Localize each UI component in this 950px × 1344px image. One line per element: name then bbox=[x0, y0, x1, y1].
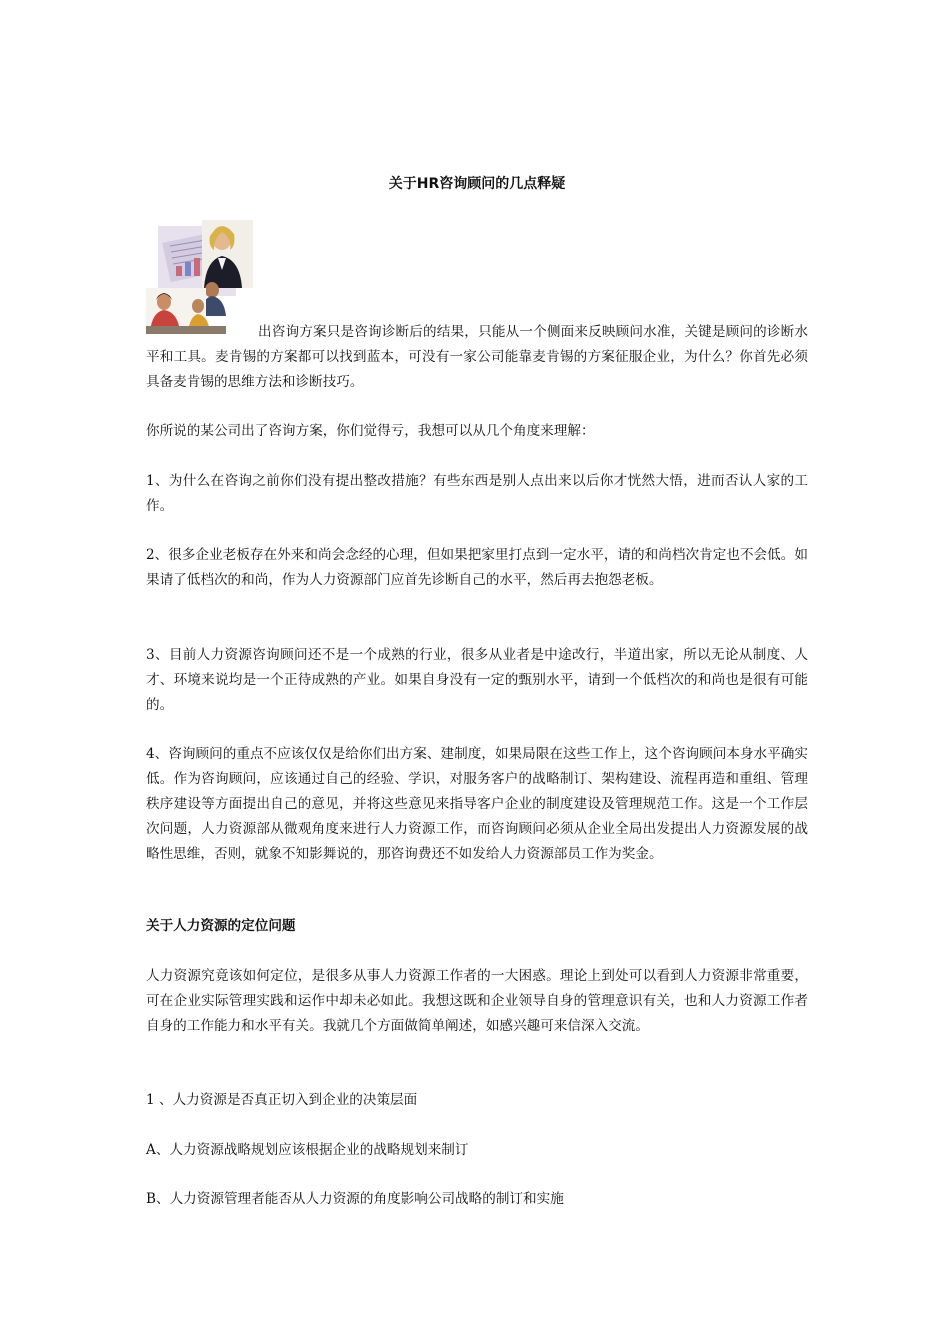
business-meeting-photo bbox=[146, 220, 253, 334]
section-intro-paragraph: 人力资源究竟该如何定位，是很多从事人力资源工作者的一大困惑。理论上到处可以看到人力资源非常重要，可在企业实际管理实践和运作中却未必如此。我想这既和企业领导自身的管理意识有关，也和人力资源工作者自身的工作能力和水平有关。我就几个方面做简单阐述，如感兴趣可来信深入交流。 bbox=[146, 968, 808, 1034]
document-title: 关于HR咨询顾问的几点释疑 bbox=[388, 176, 566, 192]
section-heading: 关于人力资源的定位问题 bbox=[146, 918, 296, 934]
item-1-paragraph: 1 、人力资源是否真正切入到企业的决策层面 bbox=[146, 1092, 418, 1108]
item-b-paragraph: B、人力资源管理者能否从人力资源的角度影响公司战略的制订和实施 bbox=[146, 1191, 564, 1207]
intro-paragraph: 出咨询方案只是咨询诊断后的结果，只能从一个侧面来反映顾问水准，关键是顾问的诊断水平和工具。麦肯锡的方案都可以找到蓝本，可没有一家公司能靠麦肯锡的方案征服企业，为什么？你首先必须具备麦肯锡的思维方法和诊断技巧。 bbox=[146, 324, 808, 390]
point-1-paragraph: 1、为什么在咨询之前你们没有提出整改措施？有些东西是别人点出来以后你才恍然大悟，进而否认人家的工作。 bbox=[146, 473, 808, 514]
item-a-paragraph: A、人力资源战略规划应该根据企业的战略规划来制订 bbox=[146, 1142, 469, 1158]
point-4-paragraph: 4、咨询顾问的重点不应该仅仅是给你们出方案、建制度，如果局限在这些工作上，这个咨询顾问本身水平确实低。作为咨询顾问，应该通过自己的经验、学识，对服务客户的战略制订、架构建设、流程再造和重组、管理秩序建设等方面提出自己的意见，并将这些意见来指导客户企业的制度建设及管理规范工作。这是一个工作层次问题，人力资源部从微观角度来进行人力资源工作，而咨询顾问必须从企业全局出发提出人力资源发展的战略性思维，否则，就象不知影舞说的，那咨询费还不如发给人力资源部员工作为奖金。 bbox=[146, 746, 808, 862]
point-2-paragraph: 2、很多企业老板存在外来和尚会念经的心理，但如果把家里打点到一定水平，请的和尚档次肯定也不会低。如果请了低档次的和尚，作为人力资源部门应首先诊断自己的水平，然后再去抱怨老板。 bbox=[146, 547, 808, 588]
point-3-paragraph: 3、目前人力资源咨询顾问还不是一个成熟的行业，很多从业者是中途改行，半道出家，所以无论从制度、人才、环境来说均是一个正待成熟的产业。如果自身没有一定的甄别水平，请到一个低档次的和尚也是很有可能的。 bbox=[146, 647, 808, 713]
lead-paragraph: 你所说的某公司出了咨询方案，你们觉得亏，我想可以从几个角度来理解： bbox=[146, 423, 595, 439]
